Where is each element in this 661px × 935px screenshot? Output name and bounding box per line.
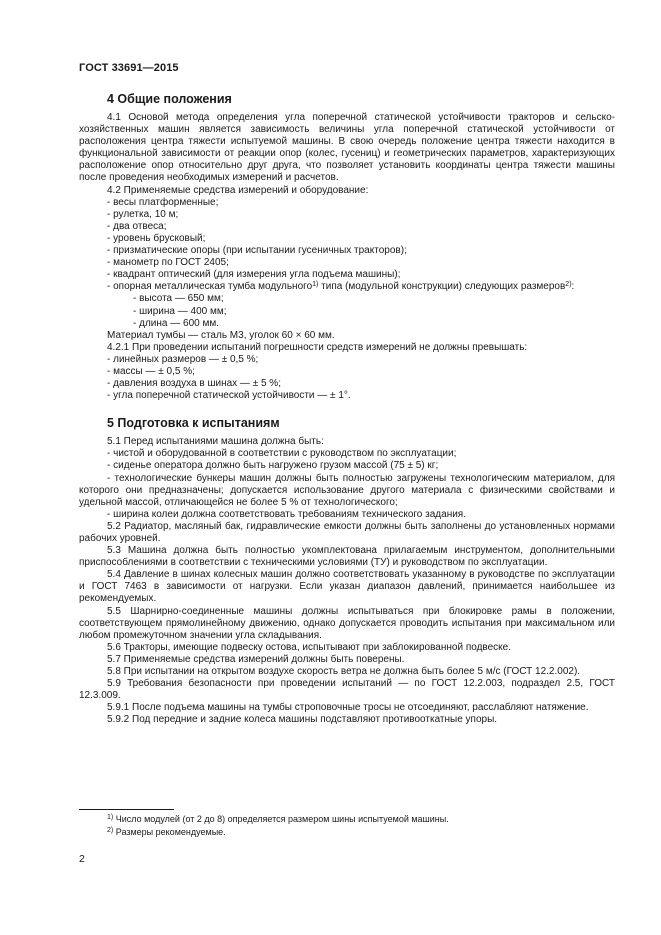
footnote-mark: 1) xyxy=(107,814,114,821)
requirement-item: - чистой и оборудованной в соответствии с руководством по эксплуатации; xyxy=(107,448,457,460)
tumba-text-1: - опорная металлическая тумба модульного xyxy=(107,281,313,293)
paragraph-5-5: 5.5 Шарнирно-соединенные машины должны испытываться при блокировке рамы в положении, соответствующем прямолинейному движению, однако допускается проводить испытания при максимальном или любом промежуточном значении угла складывания. xyxy=(79,605,615,641)
footnote-divider xyxy=(79,809,174,810)
requirement-item: - ширина колеи должна соответствовать требованиям технического задания. xyxy=(107,508,466,520)
dimension-item: - высота — 650 мм; xyxy=(133,293,224,305)
paragraph-5-9-2: 5.9.2 Под передние и задние колеса машины подставляют противооткатные упоры. xyxy=(107,714,498,726)
requirement-item: - сиденье оператора должно быть нагружено грузом массой (75 ± 5) кг; xyxy=(107,460,439,472)
material-line: Материал тумбы — сталь М3, уголок 60 × 60 мм. xyxy=(107,329,335,341)
paragraph-5-1: 5.1 Перед испытаниями машина должна быть: xyxy=(107,436,324,448)
equipment-item: - манометр по ГОСТ 2405; xyxy=(107,257,229,269)
paragraph-5-9-1: 5.9.1 После подъема машины на тумбы строповочные тросы не отсоединяют, расслабляют натяжение. xyxy=(107,702,589,714)
paragraph-5-4: 5.4 Давление в шинах колесных машин должно соответствовать указанному в руководстве по эксплуатации и ГОСТ 7463 в зависимости от нагрузки. Если указан диапазон давлений, принимается наибольшее из рекомендуемых. xyxy=(79,569,615,605)
footnote-2 xyxy=(79,826,615,839)
footnote-ref-1: 1) xyxy=(312,281,319,289)
paragraph-5-2: 5.2 Радиатор, масляный бак, гидравлические емкости должны быть заполнены до установленных нормами рабочих уровней. xyxy=(79,520,615,544)
equipment-item: - призматические опоры (при испытании гусеничных тракторов); xyxy=(107,245,407,257)
document-header: ГОСТ 33691—2015 xyxy=(79,62,179,74)
equipment-item: - два отвеса; xyxy=(107,220,167,232)
paragraph-4-1: 4.1 Основой метода определения угла поперечной статической устойчивости тракторов и сельскохозяйственных машин является зависимость величины угла поперечной статической устойчивости от расположения центра тяжести испытуемой машины. В свою очередь положение центра тяжести находится в функциональной зависимости от реакции опор (колес, гусениц) и геометрических параметров, характеризующих расположение опор относительно друг друга, что позволяет установить координаты центра тяжести машины после проведения необходимых измерений и расчетов. xyxy=(79,112,615,184)
error-item: - массы — ± 0,5 %; xyxy=(107,365,195,377)
footnote-text: Число модулей (от 2 до 8) определяется размером шины испытуемой машины. xyxy=(113,814,449,824)
equipment-item: - квадрант оптический (для измерения угла подъема машины); xyxy=(107,269,401,281)
tumba-text-2: типа (модульной конструкции) следующих размеров xyxy=(318,281,566,293)
footnote-1 xyxy=(79,813,615,826)
section-4-title: 4 Общие положения xyxy=(107,92,232,106)
paragraph-5-8: 5.8 При испытании на открытом воздухе скорость ветра не должна быть более 5 м/с (ГОСТ 12.2.002). xyxy=(107,666,581,678)
dimension-item: - длина — 600 мм. xyxy=(133,317,219,329)
error-item: - линейных размеров — ± 0,5 %; xyxy=(107,353,259,365)
page-number: 2 xyxy=(79,853,85,865)
section-5-title: 5 Подготовка к испытаниям xyxy=(107,416,280,431)
paragraph-5-6: 5.6 Тракторы, имеющие подвеску остова, испытывают при заблокированной подвеске. xyxy=(107,641,512,653)
paragraph-4-2-1: 4.2.1 При проведении испытаний погрешности средств измерений не должны превышать: xyxy=(107,341,528,353)
footnote-mark: 2) xyxy=(107,827,114,834)
equipment-item: - уровень брусковый; xyxy=(107,232,206,244)
paragraph-5-9: 5.9 Требования безопасности при проведении испытаний — по ГОСТ 12.2.003, подраздел 2.5, ГОСТ 12.3.009. xyxy=(79,678,615,702)
paragraph-5-7: 5.7 Применяемые средства измерений должны быть поверены. xyxy=(107,653,405,665)
paragraph-4-2: 4.2 Применяемые средства измерений и оборудование: xyxy=(107,184,369,196)
dimension-item: - ширина — 400 мм; xyxy=(133,305,227,317)
footnote-ref-2: 2) xyxy=(565,281,572,289)
paragraph-5-3: 5.3 Машина должна быть полностью укомплектована прилагаемым инструментом, дополнительными приспособлениями в соответствии с техническими условиями (ТУ) и руководством по эксплуатации. xyxy=(79,545,615,569)
requirement-item: - технологические бункеры машин должны быть полностью загружены технологическим материалом, для которого они предназначены; допускается использование другого материала с физическими свойствами и удельной массой, отличающейся не более 5 % от технологического; xyxy=(79,472,615,508)
equipment-item: - весы платформенные; xyxy=(107,196,219,208)
footnote-text: Размеры рекомендуемые. xyxy=(113,827,226,837)
equipment-item-tumba xyxy=(79,281,615,293)
tumba-text-3: : xyxy=(571,281,575,293)
footnotes xyxy=(79,809,615,839)
error-item: - угла поперечной статической устойчивости — ± 1°. xyxy=(107,390,351,402)
equipment-item: - рулетка, 10 м; xyxy=(107,208,179,220)
error-item: - давления воздуха в шинах — ± 5 %; xyxy=(107,378,281,390)
page-content xyxy=(79,92,615,727)
